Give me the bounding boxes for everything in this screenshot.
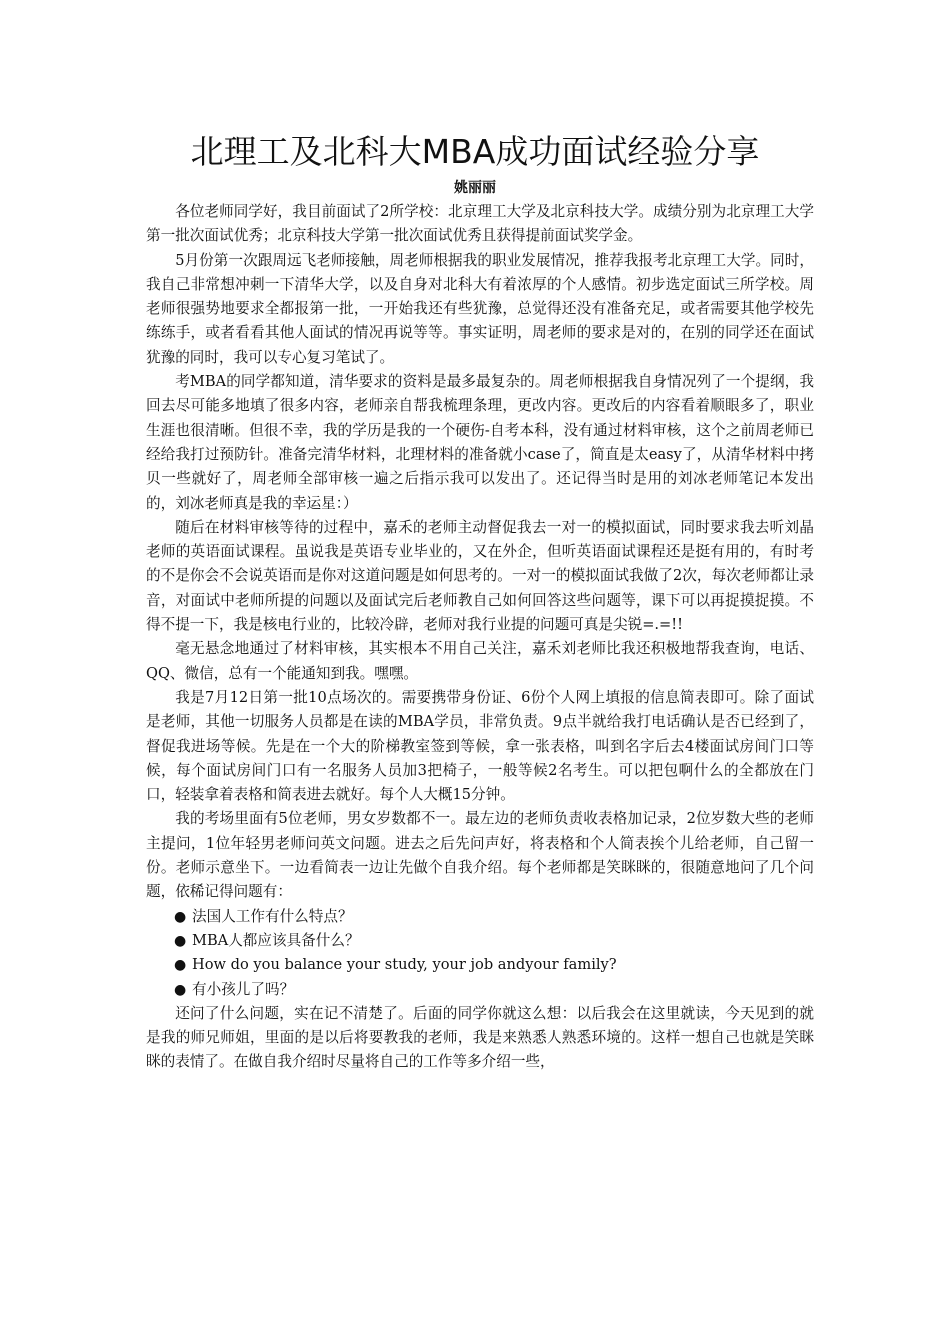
bullet-icon: ● (174, 932, 187, 949)
list-item (146, 953, 814, 977)
paragraph: 我是7月12日第一批10点场次的。需要携带身份证、6份个人网上填报的信息简表即可。除了面试是老师，其他一切服务人员都是在读的MBA学员，非常负责。9点半就给我打电话确认是否已经到了，督促我进场等候。先是在一个大的阶梯教室签到等候，拿一张表格，叫到名字后去4楼面试房间门口等候，每个面试房间门口有一名服务人员加3把椅子，一般等候2名考生。可以把包啊什么的全都放在门口，轻装拿着表格和简表进去就好。每个人大概15分钟。 (146, 688, 814, 804)
paragraph: 5月份第一次跟周远飞老师接触，周老师根据我的职业发展情况，推荐我报考北京理工大学。同时，我自己非常想冲刺一下清华大学，以及自身对北科大有着浓厚的个人感情。初步选定面试三所学校。周老师很强势地要求全都报第一批，一开始我还有些犹豫，总觉得还没有准备充足，或者需要其他学校先练练手，或者看看其他人面试的情况再说等等。事实证明，周老师的要求是对的，在别的同学还在面试犹豫的同时，我可以专心复习笔试了。 (146, 251, 814, 366)
article-body (146, 200, 814, 1075)
question-text: How do you balance your study, your job andyour family? (192, 956, 617, 974)
list-item (146, 978, 814, 1002)
paragraph: 毫无悬念地通过了材料审核，其实根本不用自己关注，嘉禾刘老师比我还积极地帮我查询，电话、QQ、微信，总有一个能通知到我。嘿嘿。 (146, 640, 814, 682)
paragraph: 我的考场里面有5位老师，男女岁数都不一。最左边的老师负责收表格加记录，2位岁数大些的老师主提问，1位年轻男老师问英文问题。进去之后先问声好，将表格和个人简表挨个儿给老师，自己留一份。老师示意坐下。一边看简表一边让先做个自我介绍。每个老师都是笑眯眯的，很随意地问了几个问题，依稀记得问题有： (146, 810, 814, 901)
question-list (146, 905, 814, 1002)
paragraph: 考MBA的同学都知道，清华要求的资料是最多最复杂的。周老师根据我自身情况列了一个提纲，我回去尽可能多地填了很多内容，老师亲自帮我梳理条理，更改内容。更改后的内容看着顺眼多了，职业生涯也很清晰。但很不幸，我的学历是我的一个硬伤-自考本科，没有通过材料审核，这个之前周老师已经给我打过预防针。准备完清华材料，北理材料的准备就小case了，简直是太easy了，从清华材料中拷贝一些就好了，周老师全部审核一遍之后指示我可以发出了。还记得当时是用的刘冰老师笔记本发出的，刘冰老师真是我的幸运星：） (146, 373, 814, 512)
bullet-icon: ● (174, 908, 187, 925)
document-title: 北理工及北科大MBA成功面试经验分享 (190, 132, 760, 171)
list-item (146, 929, 814, 953)
list-item (146, 905, 814, 929)
author-name: 姚丽丽 (454, 180, 496, 196)
question-text: 有小孩儿了吗？ (192, 980, 295, 998)
question-text: 法国人工作有什么特点？ (192, 907, 353, 925)
paragraph: 随后在材料审核等待的过程中，嘉禾的老师主动督促我去一对一的模拟面试，同时要求我去听刘晶老师的英语面试课程。虽说我是英语专业毕业的，又在外企，但听英语面试课程还是挺有用的，有时考的不是你会不会说英语而是你对这道问题是如何思考的。一对一的模拟面试我做了2次，每次老师都让录音，对面试中老师所提的问题以及面试完后老师教自己如何回答这些问题等，课下可以再捉摸捉摸。不得不提一下，我是核电行业的，比较冷辟，老师对我行业提的问题可真是尖锐=.=!! (146, 518, 814, 634)
paragraph: 各位老师同学好，我目前面试了2所学校：北京理工大学及北京科技大学。成绩分别为北京理工大学第一批次面试优秀；北京科技大学第一批次面试优秀且获得提前面试奖学金。 (146, 203, 814, 245)
bullet-icon: ● (174, 957, 187, 974)
bullet-icon: ● (174, 981, 187, 998)
question-text: MBA人都应该具备什么？ (192, 931, 360, 949)
paragraph: 还问了什么问题，实在记不清楚了。后面的同学你就这么想：以后我会在这里就读，今天见到的就是我的师兄师姐，里面的是以后将要教我的老师，我是来熟悉人熟悉环境的。这样一想自己也就是笑眯眯的表情了。在做自我介绍时尽量将自己的工作等多介绍一些， (146, 1004, 814, 1071)
